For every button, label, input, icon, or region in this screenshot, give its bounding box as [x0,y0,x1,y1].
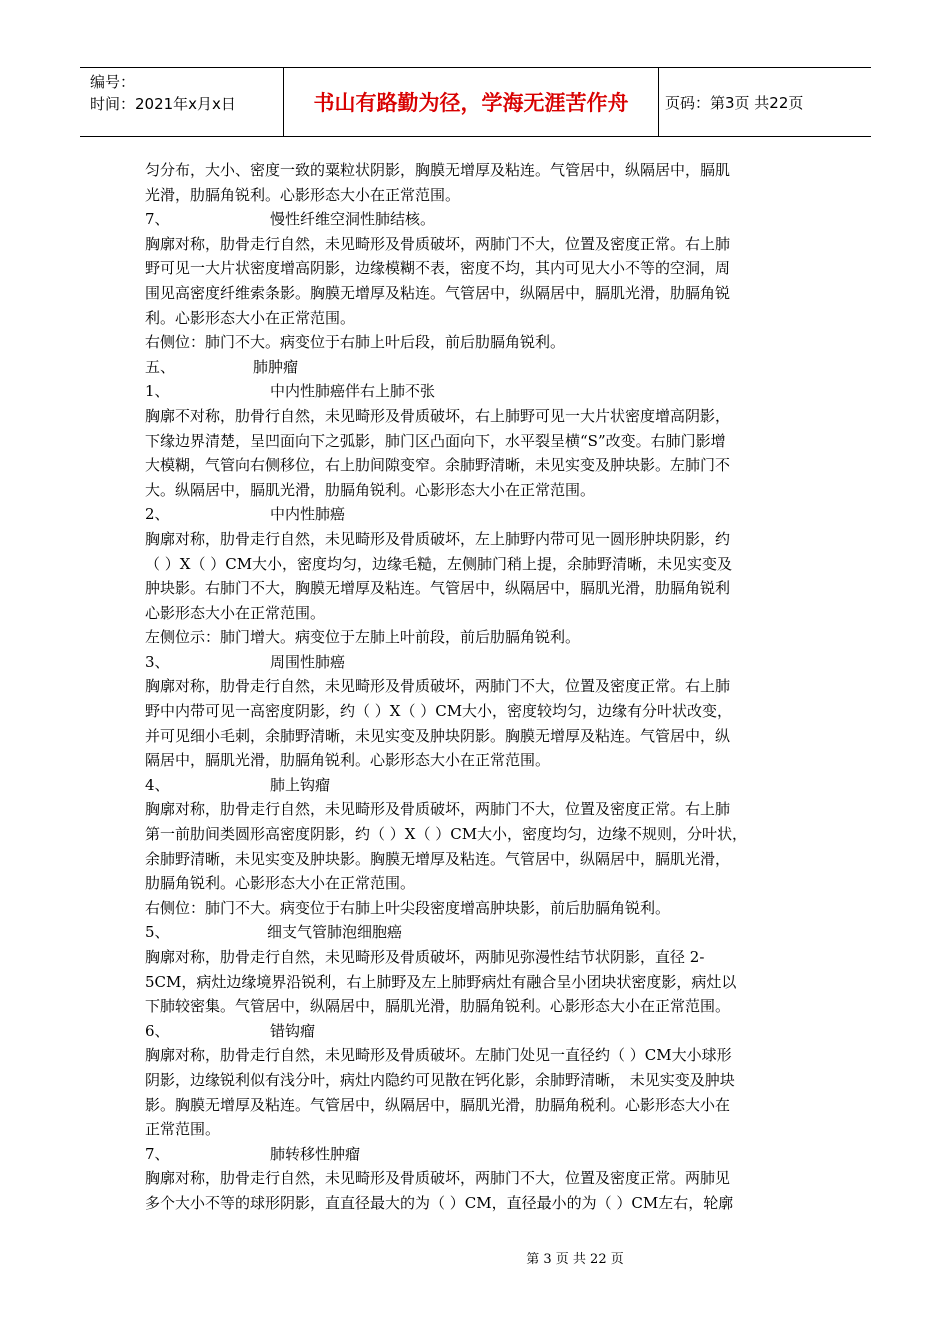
document-body [145,158,809,1216]
body-line: 胸廓对称，肋骨走行自然，未见畸形及骨质破坏，两肺门不大，位置及密度正常。两肺见 [145,1169,731,1188]
body-line: 右侧位：肺门不大。病变位于右肺上叶尖段密度增高肿块影，前后肋膈角锐利。 [145,898,671,917]
body-line: 肿块影。右肺门不大，胸膜无增厚及粘连。气管居中，纵隔居中，膈肌光滑，肋膈角锐利 [145,579,731,598]
body-line: 心影形态大小在正常范围。 [145,603,326,622]
section-number: 五、 [145,357,176,376]
section-heading [145,379,809,404]
section-number: 7、 [145,1144,170,1163]
section-heading [145,920,809,945]
header-motto: 书山有路勤为径，学海无涯苦作舟 [284,68,659,136]
section-number: 5、 [145,923,170,942]
section-heading [145,502,809,527]
body-line: 野中内带可见一高密度阴影，约（ ）X（ ）CM大小，密度较均匀，边缘有分叶状改变， [145,702,733,721]
section-title: 肺转移性肿瘤 [270,1144,361,1163]
section-number: 6、 [145,1021,170,1040]
body-line: （ ）X（ ）CM大小，密度均匀，边缘毛糙，左侧肺门稍上提，余肺野清晰，未见实变及 [145,554,733,573]
section-title: 慢性纤维空洞性肺结核。 [270,210,436,229]
time-label: 时间：2021年x月x日 [90,95,236,113]
body-line: 利。心影形态大小在正常范围。 [145,308,356,327]
footer-page-number: 第 3 页 共 22 页 [526,1252,624,1267]
body-line: 多个大小不等的球形阴影，直直径最大的为（ ）CM，直径最小的为（ ）CM左右，轮廓 [145,1193,734,1212]
body-line: 胸廓对称，肋骨走行自然，未见畸形及骨质破坏，左上肺野内带可见一圆形肿块阴影，约 [145,529,731,548]
header-meta [80,68,284,136]
body-line: 阴影，边缘锐利似有浅分叶，病灶内隐约可见散在钙化影，余肺野清晰， 未见实变及肿块 [145,1070,735,1089]
body-line: 围见高密度纤维索条影。胸膜无增厚及粘连。气管居中，纵隔居中，膈肌光滑，肋膈角锐 [145,283,731,302]
section-title: 肺肿瘤 [253,357,299,376]
section-heading [145,773,809,798]
section-heading [145,650,809,675]
body-line: 右侧位：肺门不大。病变位于右肺上叶后段，前后肋膈角锐利。 [145,333,566,352]
section-heading [145,355,809,380]
section-number: 1、 [145,382,170,401]
body-line: 光滑，肋膈角锐利。心影形态大小在正常范围。 [145,185,461,204]
body-line: 下肺较密集。气管居中，纵隔居中，膈肌光滑，肋膈角锐利。心影形态大小在正常范围。 [145,997,731,1016]
body-line: 大模糊，气管向右侧移位，右上肋间隙变窄。余肺野清晰，未见实变及肿块影。左肺门不 [145,456,731,475]
section-title: 肺上钩瘤 [270,775,331,794]
body-line: 胸廓对称，肋骨走行自然，未见畸形及骨质破坏，两肺门不大，位置及密度正常。右上肺 [145,234,731,253]
body-line: 并可见细小毛刺，余肺野清晰，未见实变及肿块阴影。胸膜无增厚及粘连。气管居中，纵 [145,726,731,745]
body-line: 余肺野清晰，未见实变及肿块影。胸膜无增厚及粘连。气管居中，纵隔居中，膈肌光滑， [145,849,731,868]
section-number: 7、 [145,210,170,229]
body-line: 第一前肋间类圆形高密度阴影，约（ ）X（ ）CM大小，密度均匀，边缘不规则，分叶状， [145,825,748,844]
section-title: 错钩瘤 [270,1021,316,1040]
body-line: 正常范围。 [145,1120,221,1139]
section-heading [145,1019,809,1044]
header-page-label: 页码：第3页 共22页 [665,93,804,112]
body-line: 胸廓对称，肋骨走行自然，未见畸形及骨质破坏，两肺见弥漫性结节状阴影，直径 2- [145,948,705,966]
body-line: 5CM，病灶边缘境界沿锐利，右上肺野及左上肺野病灶有融合呈小团块状密度影，病灶以 [145,972,737,991]
section-title: 中内性肺癌 [270,505,346,524]
section-number: 3、 [145,652,170,671]
section-heading [145,207,809,232]
number-label: 编号： [90,73,136,91]
body-line: 下缘边界清楚，呈凹面向下之弧影，肺门区凸面向下，水平裂呈横“S”改变。右肺门影增 [145,431,726,450]
section-title: 周围性肺癌 [270,652,346,671]
body-line: 胸廓不对称，肋骨行自然，未见畸形及骨质破坏，右上肺野可见一大片状密度增高阴影， [145,406,731,425]
section-title: 中内性肺癌伴右上肺不张 [270,382,436,401]
body-line: 大。纵隔居中，膈肌光滑，肋膈角锐利。心影形态大小在正常范围。 [145,480,596,499]
section-number: 4、 [145,775,170,794]
body-line: 胸廓对称，肋骨走行自然，未见畸形及骨质破坏，两肺门不大，位置及密度正常。右上肺 [145,800,731,819]
body-line: 肋膈角锐利。心影形态大小在正常范围。 [145,874,416,893]
body-line: 影。胸膜无增厚及粘连。气管居中，纵隔居中，膈肌光滑，肋膈角税利。心影形态大小在 [145,1095,731,1114]
body-line: 左侧位示：肺门增大。病变位于左肺上叶前段，前后肋膈角锐利。 [145,628,581,647]
body-line: 隔居中，膈肌光滑，肋膈角锐利。心影形态大小在正常范围。 [145,751,551,770]
section-heading [145,1142,809,1167]
page-footer [0,1248,950,1267]
body-line: 胸廓对称，肋骨走行自然，未见畸形及骨质破坏。左肺门处见一直径约（ ）CM大小球形 [145,1046,732,1065]
section-title: 细支气管肺泡细胞癌 [267,923,403,942]
page-header [80,67,871,137]
body-line: 匀分布，大小、密度一致的粟粒状阴影，胸膜无增厚及粘连。气管居中，纵隔居中，膈肌 [145,161,731,179]
section-number: 2、 [145,505,170,524]
body-line: 胸廓对称，肋骨走行自然，未见畸形及骨质破坏，两肺门不大，位置及密度正常。右上肺 [145,677,731,696]
body-line: 野可见一大片状密度增高阴影，边缘模糊不表，密度不均，其内可见大小不等的空洞，周 [145,259,731,278]
